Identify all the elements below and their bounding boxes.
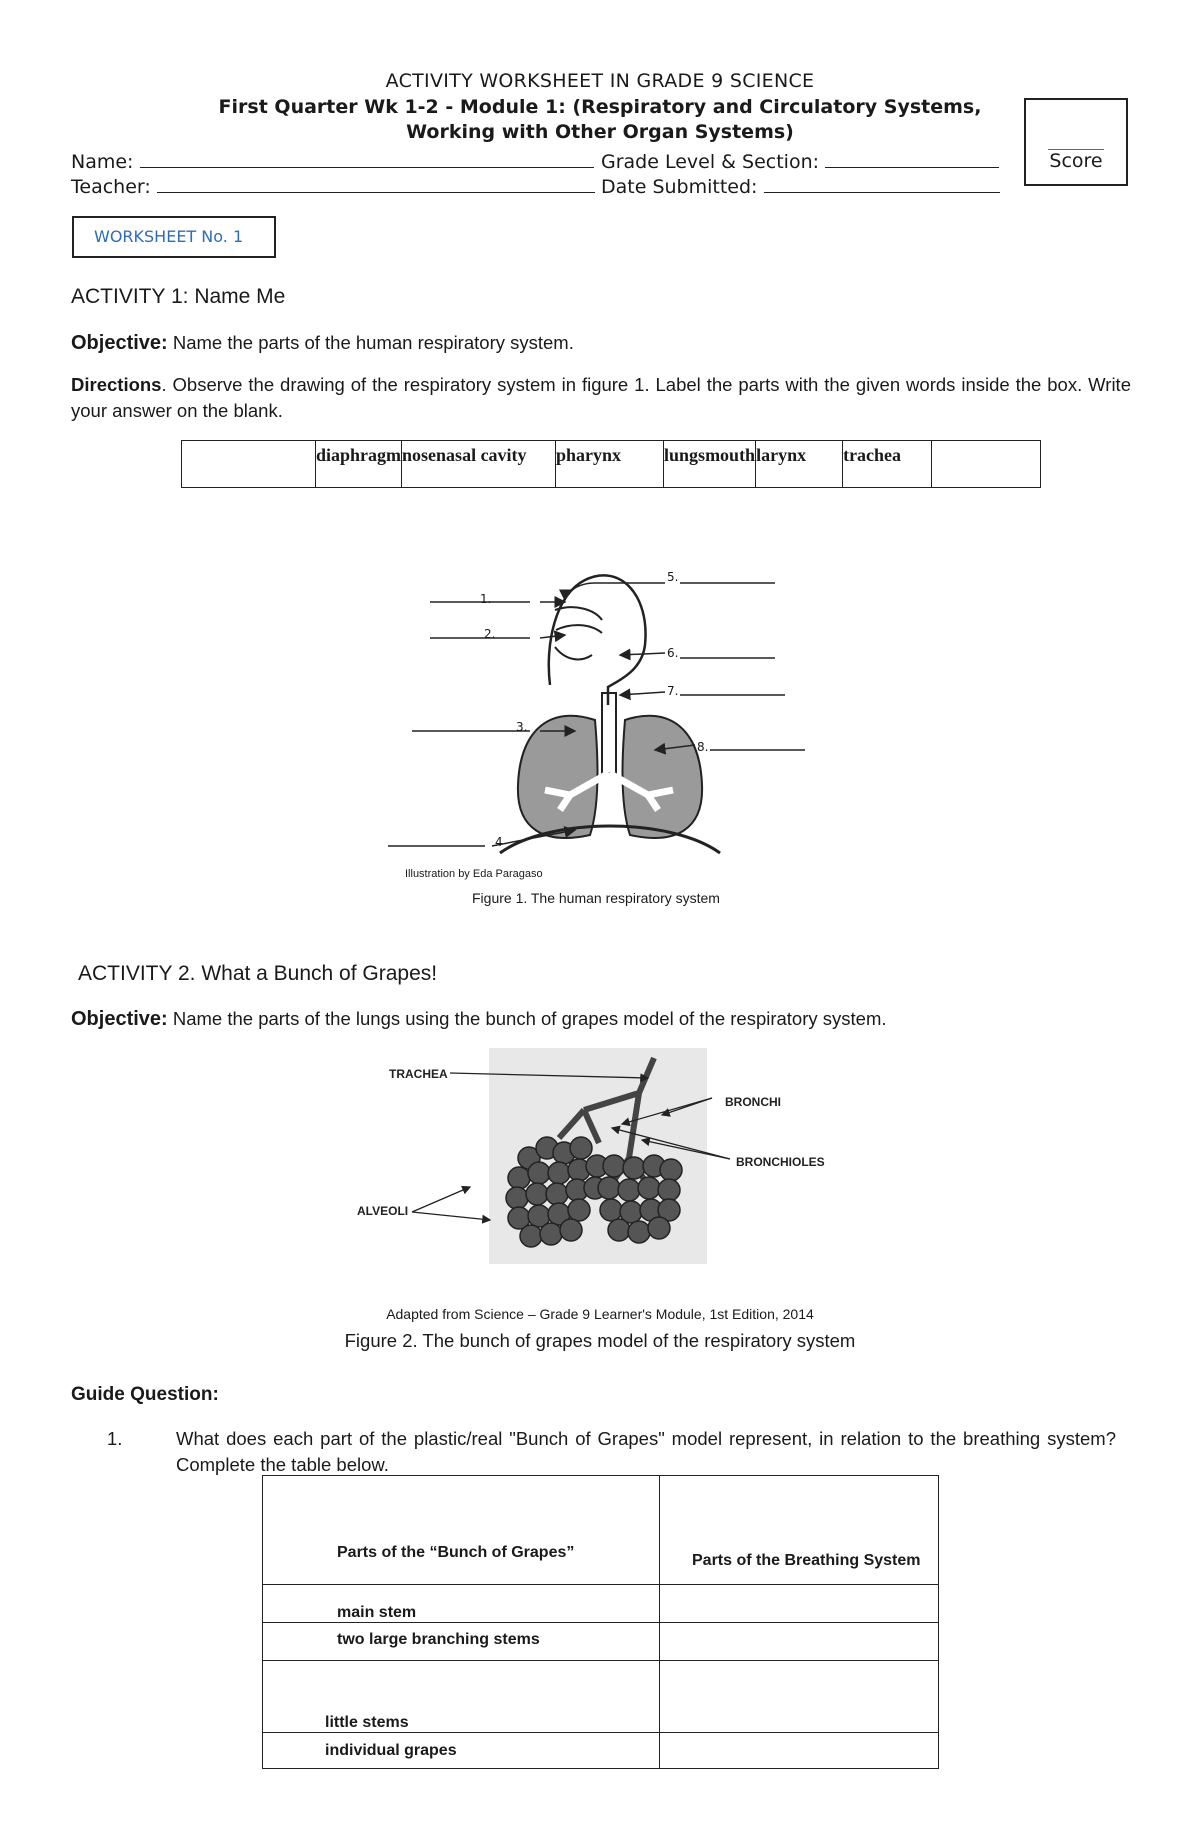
date-field[interactable] — [601, 174, 1000, 198]
worksheet-number: WORKSHEET No. 1 — [94, 227, 244, 246]
worksheet-number-box — [72, 216, 276, 258]
score-label: Score — [1049, 150, 1103, 172]
grade-label: Grade Level & Section: — [601, 151, 820, 173]
row-little-stems: little stems — [325, 1714, 409, 1731]
date-label: Date Submitted: — [601, 176, 758, 198]
right-lung-shape — [623, 716, 703, 838]
word-cell — [843, 441, 932, 488]
row-individual-grapes: individual grapes — [325, 1741, 457, 1759]
col-header-breathing-text: Parts of the Breathing System — [692, 1552, 921, 1569]
left-lung-shape — [518, 716, 598, 838]
adapted-note: Adapted from Science – Grade 9 Learner's Module, 1st Edition, 2014 — [386, 1306, 814, 1322]
label-trachea: TRACHEA — [389, 1067, 448, 1081]
word-larynx: larynx — [756, 445, 807, 465]
head-outline — [549, 575, 646, 705]
jaw-shape — [555, 647, 592, 659]
word-cell — [556, 441, 664, 488]
label-bronchioles: BRONCHIOLES — [736, 1155, 825, 1169]
teacher-field[interactable] — [71, 174, 595, 198]
activity1-objective — [71, 330, 1131, 356]
row-main-stem: main stem — [337, 1604, 417, 1621]
figure-label-7: 7. — [667, 684, 679, 698]
objective-text: Name the parts of the human respiratory system. — [167, 332, 574, 353]
objective-label: Objective: — [71, 1008, 168, 1030]
directions-label: Directions — [71, 374, 162, 395]
col-header-grapes — [263, 1476, 660, 1585]
activity1-directions — [71, 372, 1131, 424]
grade-field[interactable] — [601, 149, 999, 173]
answer-cell-main-stem[interactable] — [660, 1585, 939, 1623]
figure-label-4: 4 — [495, 835, 503, 849]
col-header-grapes-text: Parts of the “Bunch of Grapes” — [337, 1544, 575, 1561]
worksheet-subtitle-2: Working with Other Organ Systems) — [406, 121, 794, 143]
row-branching-stems: two large branching stems — [337, 1631, 540, 1648]
answer-cell-individual-grapes[interactable] — [660, 1733, 939, 1769]
word-cell — [316, 441, 402, 488]
leader-5 — [565, 583, 665, 600]
figure-label-6: 6. — [667, 646, 679, 660]
figure-label-3: 3. — [516, 720, 528, 734]
figure-label-2: 2. — [484, 627, 496, 641]
word-box-table — [181, 440, 1041, 488]
figure-label-8: 8. — [697, 740, 709, 754]
mouth-shape — [556, 625, 602, 633]
label-bronchi: BRONCHI — [725, 1095, 781, 1109]
score-box[interactable] — [1024, 98, 1128, 186]
guide-title: Guide Question: — [71, 1384, 219, 1405]
word-cell-empty — [182, 441, 316, 488]
col-header-breathing — [660, 1476, 939, 1585]
answer-cell-little-stems[interactable] — [660, 1661, 939, 1733]
leader-7 — [620, 692, 665, 695]
word-pharynx: pharynx — [556, 445, 622, 465]
objective-text: Name the parts of the lungs using the bunch of grapes model of the respiratory system. — [167, 1008, 887, 1029]
directions-text: . Observe the drawing of the respiratory system in figure 1. Label the parts with the given words inside the box. Write your answer on the blank. — [71, 374, 1131, 421]
illustration-credit: Illustration by Eda Paragaso — [405, 868, 543, 880]
table-row-label — [263, 1623, 660, 1661]
leader-6 — [620, 653, 665, 655]
activity2-title: ACTIVITY 2. What a Bunch of Grapes! — [78, 962, 438, 985]
word-nose: nose — [402, 445, 437, 465]
name-blank[interactable] — [140, 149, 594, 168]
diaphragm-shape — [500, 826, 720, 853]
word-cell — [402, 441, 556, 488]
name-field[interactable] — [71, 149, 594, 173]
word-mouth: mouth — [705, 445, 756, 465]
model-leader-lines — [350, 1060, 850, 1240]
table-row-label — [263, 1661, 660, 1733]
table-row-label — [263, 1585, 660, 1623]
word-lungs: lungs — [664, 445, 706, 465]
table-row-label — [263, 1733, 660, 1769]
date-blank[interactable] — [764, 174, 1000, 193]
teacher-blank[interactable] — [157, 174, 595, 193]
word-cell — [664, 441, 756, 488]
name-label: Name: — [71, 151, 134, 173]
word-nasal-cavity: nasal cavity — [436, 445, 527, 465]
figure-label-5: 5. — [667, 570, 679, 584]
word-trachea: trachea — [843, 445, 902, 465]
respiratory-system-diagram — [380, 555, 820, 865]
word-diaphragm: diaphragm — [316, 445, 402, 465]
teacher-label: Teacher: — [71, 176, 151, 198]
answer-cell-branching-stems[interactable] — [660, 1623, 939, 1661]
word-cell — [756, 441, 843, 488]
label-alveoli: ALVEOLI — [357, 1204, 409, 1218]
activity1-title: ACTIVITY 1: Name Me — [71, 285, 286, 308]
objective-label: Objective: — [71, 332, 168, 354]
activity2-objective — [71, 1006, 1151, 1032]
question-text: What does each part of the plastic/real "Bunch of Grapes" model represent, in relation to the breathing system? Complete the table below. — [176, 1428, 1116, 1475]
worksheet-title: ACTIVITY WORKSHEET IN GRADE 9 SCIENCE — [385, 70, 815, 92]
word-cell-empty — [932, 441, 1041, 488]
answer-table — [262, 1475, 939, 1769]
figure1-caption: Figure 1. The human respiratory system — [472, 890, 720, 906]
figure2-caption: Figure 2. The bunch of grapes model of the respiratory system — [344, 1330, 856, 1351]
nasal-cavity-shape — [555, 607, 602, 620]
figure-label-1: 1. — [480, 592, 492, 606]
grade-blank[interactable] — [825, 149, 999, 168]
question-number: 1. — [107, 1428, 123, 1449]
worksheet-subtitle-1: First Quarter Wk 1-2 - Module 1: (Respiratory and Circulatory Systems, — [218, 96, 982, 118]
